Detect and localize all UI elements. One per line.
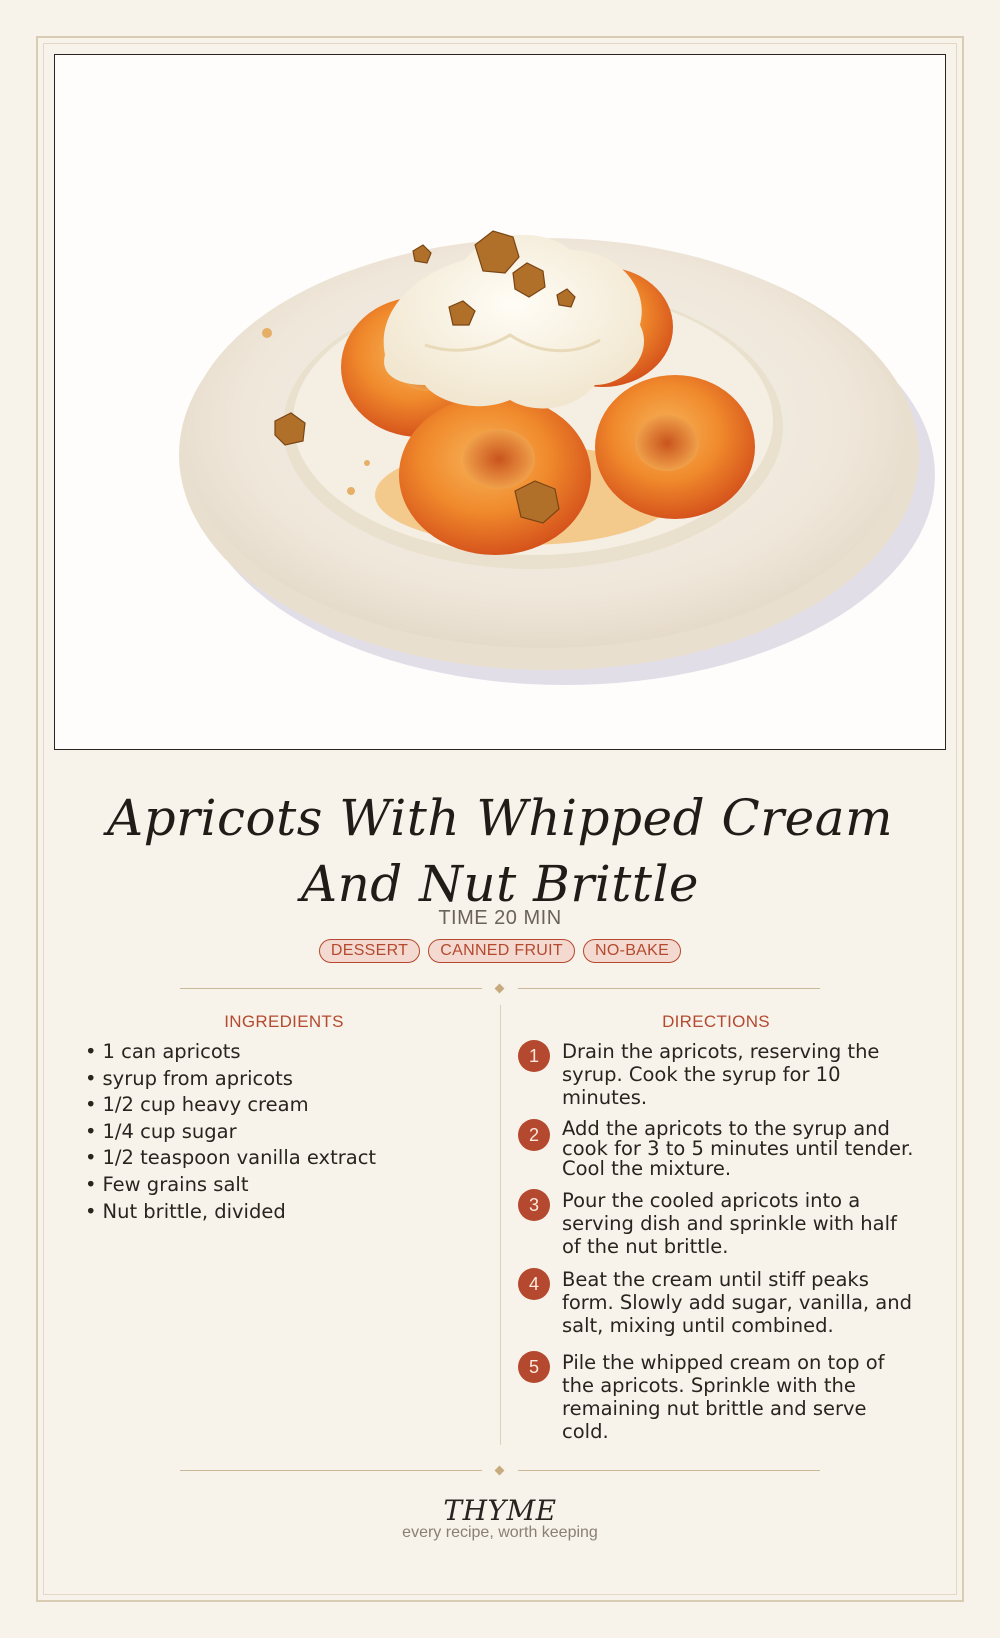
footer-divider-right	[518, 1470, 820, 1471]
ingredient-item: • Nut brittle, divided	[85, 1199, 286, 1223]
cook-time: TIME 20 MIN	[438, 907, 562, 929]
ingredient-item: • 1/2 teaspoon vanilla extract	[85, 1146, 377, 1170]
step-number: 1	[518, 1040, 550, 1072]
footer-divider-left	[180, 1470, 482, 1471]
step-number: 3	[518, 1189, 550, 1221]
tag-badge[interactable]: DESSERT	[319, 939, 420, 963]
step-text: Beat the cream until stiff peaks form. Slowly add sugar, vanilla, and salt, mixing until combined.	[562, 1268, 912, 1337]
recipe-illustration	[54, 54, 946, 750]
brand-logo-text: THYME	[443, 1494, 557, 1527]
direction-step	[518, 1040, 918, 1109]
ingredients-heading: INGREDIENTS	[224, 1012, 344, 1031]
directions-list	[518, 1040, 918, 1453]
column-divider	[500, 1005, 501, 1445]
step-number: 5	[518, 1351, 550, 1383]
direction-step	[518, 1351, 918, 1443]
step-text: Pour the cooled apricots into a serving dish and sprinkle with half of the nut brittle.	[562, 1189, 897, 1258]
step-number: 4	[518, 1268, 550, 1300]
brand-tagline: every recipe, worth keeping	[402, 1524, 598, 1541]
recipe-title: Apricots With Whipped Cream And Nut Brittle	[106, 789, 893, 913]
divider-left	[180, 988, 482, 989]
tag-badge[interactable]: NO-BAKE	[583, 939, 681, 963]
tag-badge[interactable]: CANNED FRUIT	[428, 939, 575, 963]
directions-heading: DIRECTIONS	[662, 1012, 770, 1031]
ingredient-item: • 1/2 cup heavy cream	[85, 1093, 309, 1117]
direction-step	[518, 1268, 918, 1337]
ingredients-list	[85, 1039, 485, 1225]
ingredient-item: • syrup from apricots	[85, 1066, 293, 1090]
step-number: 2	[518, 1119, 550, 1151]
tag-list	[0, 939, 1000, 963]
step-text: Drain the apricots, reserving the syrup. Cook the syrup for 10 minutes.	[562, 1040, 880, 1109]
ingredient-item: • 1 can apricots	[85, 1040, 241, 1063]
step-text: Pile the whipped cream on top of the apricots. Sprinkle with the remaining nut brittle and serve cold.	[562, 1351, 885, 1443]
direction-step	[518, 1189, 918, 1258]
divider-right	[518, 988, 820, 989]
direction-step	[518, 1119, 918, 1179]
step-text: Add the apricots to the syrup and cook for 3 to 5 minutes until tender. Cool the mixture.	[562, 1117, 914, 1180]
ingredient-item: • Few grains salt	[85, 1172, 249, 1196]
ingredient-item: • 1/4 cup sugar	[85, 1119, 237, 1143]
